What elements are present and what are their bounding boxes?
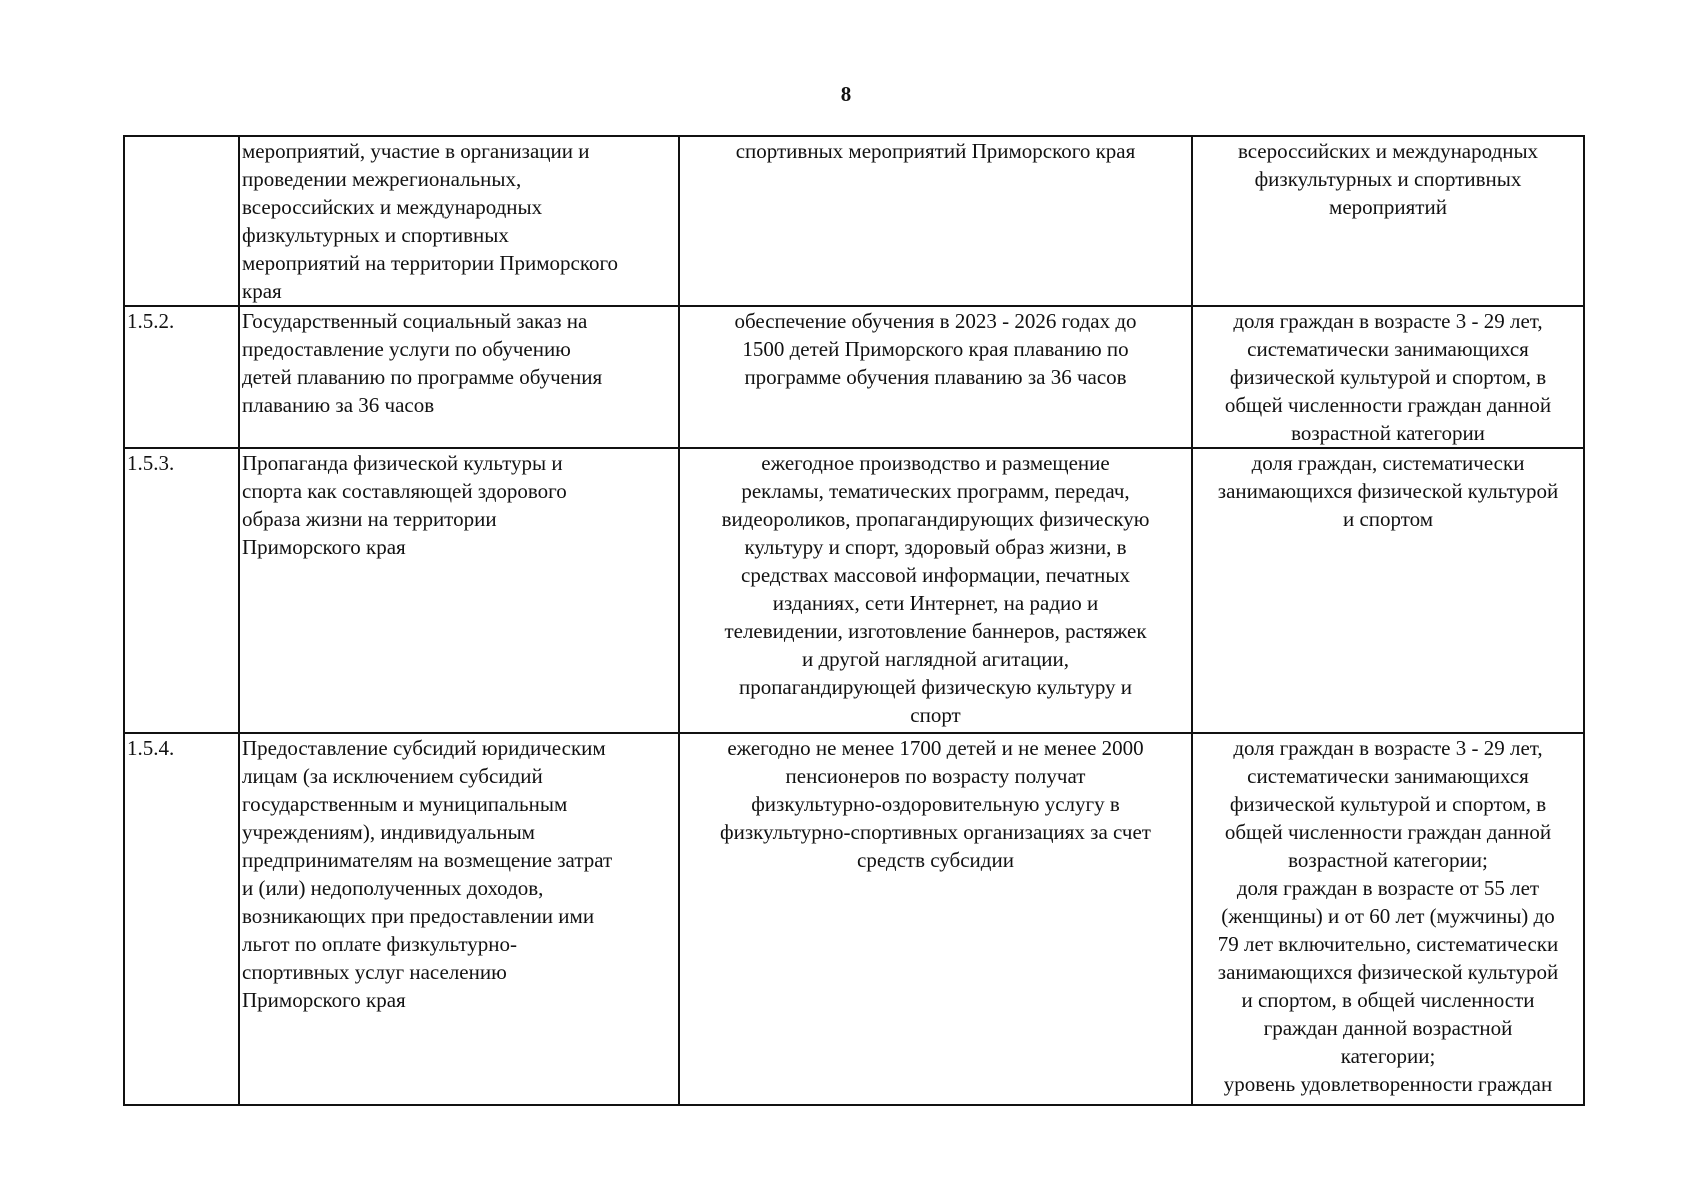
indicator-line: всероссийских и международных (1237, 139, 1539, 163)
activity-name-line: Приморского края (242, 535, 406, 559)
activity-name-line: государственным и муниципальным (242, 792, 568, 816)
indicator-line: физкультурных и спортивных (1254, 167, 1522, 191)
indicator-line: граждан данной возрастной (1263, 1016, 1513, 1040)
activity-name-line: возникающих при предоставлении ими (242, 904, 595, 928)
table-row (124, 136, 1584, 306)
indicator-line: занимающихся физической культурой (1217, 960, 1559, 984)
activity-name-line: учреждениям), индивидуальным (242, 820, 535, 844)
indicator-line: доля граждан в возрасте 3 - 29 лет, (1233, 309, 1543, 333)
expected-result-line: физкультурно-оздоровительную услугу в (751, 792, 1120, 816)
expected-result-line: телевидении, изготовление баннеров, растяжек (724, 619, 1147, 643)
indicator-line: и спортом, в общей численности (1241, 988, 1535, 1012)
expected-result-line: рекламы, тематических программ, передач, (741, 479, 1130, 503)
activity-name-line: проведении межрегиональных, (242, 167, 522, 191)
page-number: 8 (840, 82, 852, 106)
expected-result-line: и другой наглядной агитации, (801, 647, 1070, 671)
indicator-line: доля граждан в возрасте 3 - 29 лет, (1233, 736, 1543, 760)
indicator-line: мероприятий (1329, 195, 1447, 219)
activity-name-line: предпринимателям на возмещение затрат (242, 848, 613, 872)
activity-name-line: мероприятий на территории Приморского (242, 251, 619, 275)
item-number-cell: 1.5.4. (124, 733, 239, 1105)
indicator-line: возрастной категории; (1288, 848, 1488, 872)
indicator-line: доля граждан в возрасте от 55 лет (1236, 876, 1540, 900)
activity-name-line: льгот по оплате физкультурно- (242, 932, 518, 956)
indicator-cell (1192, 733, 1584, 1105)
activity-name-line: Приморского края (242, 988, 406, 1012)
expected-result-line: обеспечение обучения в 2023 - 2026 годах до (734, 309, 1137, 333)
expected-result-line: пенсионеров по возрасту получат (785, 764, 1086, 788)
activity-name-line: плаванию за 36 часов (242, 393, 435, 417)
expected-result-line: средствах массовой информации, печатных (741, 563, 1130, 587)
activity-name-line: мероприятий, участие в организации и (242, 139, 590, 163)
indicator-line: физической культурой и спортом, в (1229, 365, 1547, 389)
indicator-line: систематически занимающихся (1247, 337, 1529, 361)
activity-name-line: физкультурных и спортивных (242, 223, 509, 247)
activity-name-line: образа жизни на территории (242, 507, 497, 531)
activity-name-line: края (242, 279, 282, 303)
expected-result-line: физкультурно-спортивных организациях за счет (720, 820, 1151, 844)
indicator-cell (1192, 306, 1584, 448)
indicator-cell (1192, 448, 1584, 733)
table-row (124, 733, 1584, 1105)
expected-result-line: средств субсидии (857, 848, 1014, 872)
item-number-cell: 1.5.3. (124, 448, 239, 733)
expected-result-line: спорт (910, 703, 961, 727)
program-activities-table (123, 135, 1585, 1106)
expected-result-line: 1500 детей Приморского края плаванию по (742, 337, 1129, 361)
activity-name-cell (239, 136, 679, 306)
expected-result-line: пропагандирующей физическую культуру и (738, 675, 1133, 699)
activity-name-line: Государственный социальный заказ на (242, 309, 588, 333)
indicator-line: 79 лет включительно, систематически (1217, 932, 1559, 956)
activity-name-line: предоставление услуги по обучению (242, 337, 571, 361)
expected-result-line: ежегодно не менее 1700 детей и не менее 2000 (727, 736, 1144, 760)
activity-name-line: Пропаганда физической культуры и (242, 451, 563, 475)
item-number-cell: 1.5.2. (124, 306, 239, 448)
expected-result-line: культуру и спорт, здоровый образ жизни, в (744, 535, 1127, 559)
expected-result-line: видеороликов, пропагандирующих физическую (721, 507, 1150, 531)
indicator-line: категории; (1340, 1044, 1436, 1068)
expected-result-line: изданиях, сети Интернет, на радио и (772, 591, 1099, 615)
activity-name-line: спортивных услуг населению (242, 960, 507, 984)
expected-result-line: программе обучения плаванию за 36 часов (744, 365, 1127, 389)
table-row (124, 448, 1584, 733)
expected-result-line: спортивных мероприятий Приморского края (735, 139, 1136, 163)
item-number-cell (124, 136, 239, 306)
expected-result-cell (679, 733, 1192, 1105)
expected-result-cell (679, 448, 1192, 733)
activity-name-line: лицам (за исключением субсидий (242, 764, 543, 788)
indicator-cell (1192, 136, 1584, 306)
indicator-line: систематически занимающихся (1247, 764, 1529, 788)
activity-name-cell (239, 306, 679, 448)
activity-name-line: детей плаванию по программе обучения (242, 365, 603, 389)
activity-name-line: и (или) недополученных доходов, (242, 876, 544, 900)
expected-result-cell (679, 136, 1192, 306)
indicator-line: возрастной категории (1291, 421, 1485, 445)
expected-result-line: ежегодное производство и размещение (761, 451, 1110, 475)
activity-name-cell (239, 448, 679, 733)
expected-result-cell (679, 306, 1192, 448)
indicator-line: общей численности граждан данной (1224, 393, 1552, 417)
table-row (124, 306, 1584, 448)
activity-name-line: всероссийских и международных (242, 195, 543, 219)
indicator-line: уровень удовлетворенности граждан (1223, 1072, 1553, 1096)
indicator-line: общей численности граждан данной (1224, 820, 1552, 844)
activity-name-cell (239, 733, 679, 1105)
table-body (124, 136, 1584, 1105)
indicator-line: и спортом (1342, 507, 1434, 531)
indicator-line: доля граждан, систематически (1251, 451, 1525, 475)
indicator-line: (женщины) и от 60 лет (мужчины) до (1221, 904, 1555, 928)
activity-name-line: Предоставление субсидий юридическим (242, 736, 606, 760)
indicator-line: занимающихся физической культурой (1217, 479, 1559, 503)
indicator-line: физической культурой и спортом, в (1229, 792, 1547, 816)
activity-name-line: спорта как составляющей здорового (242, 479, 567, 503)
